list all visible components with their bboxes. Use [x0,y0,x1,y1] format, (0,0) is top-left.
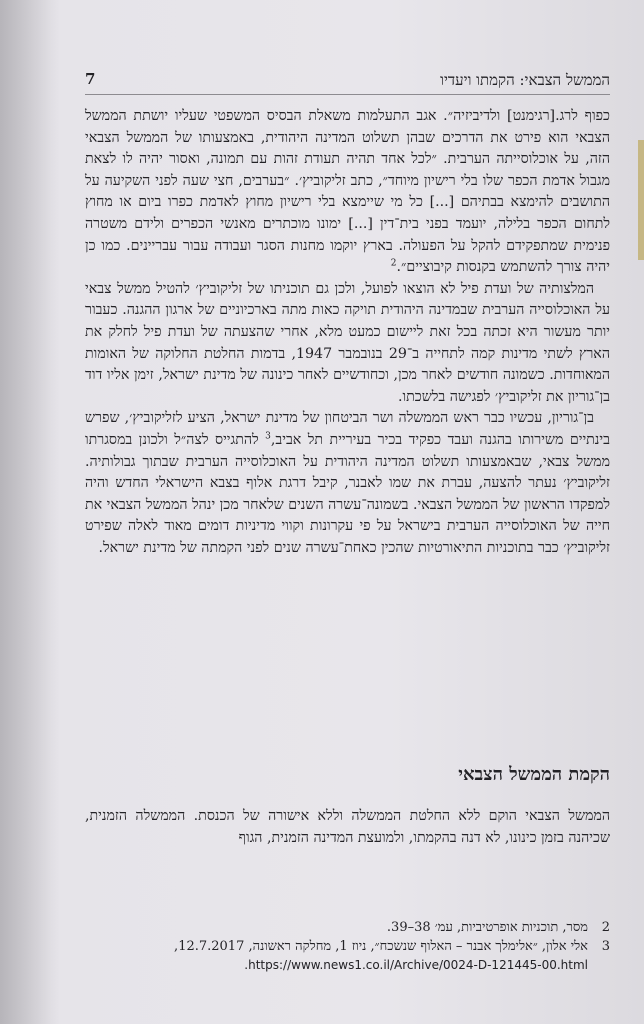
footnote-url-link[interactable]: https://www.news1.co.il/Archive/0024-D-121445-00.html. [244,958,588,972]
section-heading: הקמת הממשל הצבאי [458,764,610,785]
footnote-text-block [85,937,588,975]
page-shadow [0,0,60,1024]
footnote-item [85,937,610,975]
footnote-text: מסר, תוכניות אופרטיביות, עמ׳ 38–39. [386,920,588,935]
main-text [85,106,610,559]
paragraph-3-text-b: להתגייס לצה״ל ולכונן במסגרתו ממשל צבאי, שבאמצעותו תשלוט המדינה היהודית על האוכלוסייה הערבית שבתוך גבולותיה. זליקוביץ׳ נעתר להצעה, עברת את שמו לאבנר, קיבל דרגת אלוף בצבא הישראלי החדש והיה למפקדו הראשון של הממשל הצבאי. בשמונה־עשרה השנים שלאחר מכן ינהל הממשל הצבאי את חייה של האוכלוסייה הערבית בישראל על פי עקרונות וקווי מדיניות דומים מאוד לאלה שפירט זליקוביץ׳ כבר בתוכניות התיאורטיות שהכין כאחת־עשרה שנים לפני הקמתה של מדינת ישראל. [85,431,610,556]
footnotes [85,918,610,975]
footnote-ref-3[interactable]: 3 [265,431,271,442]
book-page [85,64,610,984]
section-paragraph: הממשל הצבאי הוקם ללא החלטת הממשלה וללא אישורה של הכנסת. הממשלה הזמנית, שכיהנה בזמן כינונו, לא דנה בהקמתו, ולמועצת המדינה הזמנית, הגוף [85,808,610,846]
footnote-text: אלי אלון, ״אלימלך אבנר – האלוף שנשכח״, ניוז 1, מחלקה ראשונה, 12.7.2017, [174,939,588,954]
paragraph-1 [85,106,610,279]
running-head: הממשל הצבאי: הקמתו ויעדיו [440,71,610,89]
paragraph-3-text-a: בן־גוריון, עכשיו כבר ראש הממשלה ושר הביטחון של מדינת ישראל, הציע לזליקוביץ׳, שפרש בינתיים משירותו בהגנה ועבד כפקיד בכיר בעיריית תל אביב, [85,410,610,448]
page-header [85,64,610,95]
footnote-item [85,918,610,937]
footnote-ref-2[interactable]: 2 [390,258,397,269]
paragraph-3 [85,408,610,559]
page-number: 7 [85,70,96,88]
paragraph-2: המלצותיה של ועדת פיל לא הוצאו לפועל, ולכן גם תוכניתו של זליקוביץ׳ להטיל ממשל צבאי על האוכלוסייה הערבית שבמדינה היהודית תויקה כאות מתה בארכיוניים של ארגון ההגנה. כעבור יותר מעשור היא זכתה בכל זאת ליישום כמעט מלא, אחרי שהצעתה של ועדת פיל לחלק את הארץ לשתי מדינות קמה לתחייה ב־29 בנובמבר 1947, בדמות החלטת החלוקה של האומות המאוחדות. כשמונה חודשים לאחר מכן, וכחודשיים לאחר כינונה של מדינת ישראל, זימן אליו דוד בן־גוריון את זליקוביץ׳ לפגישה בלשכתו. [85,280,610,405]
footnote-number: 3 [601,939,610,954]
paragraph-1-text: כפוף לרג.[רגימנט] ולדיביזיה״. אגב התעלמות משאלת הבסיס המשפטי שעליו יושתת הממשל הצבאי הוא פירט את הדרכים שבהן תשלוט המדינה היהודית, באמצעותו של הממשל הצבאי הזה, על אוכלוסייתה הערבית. ״לכל אחד תהיה תעודת זהות עם תמונה, ואסור יהיה לו לצאת מגבול אדמת הכפר שלו בלי רישיון מיוחד״, כתב זליקוביץ׳. ״בערבים, חצי שעה לפני השקיעה על התושבים להימצא בבתיהם [...] כל מי שיימצא בלי רישיון מחוץ לאדמת כפרו ביום או מחוץ לתחום הכפר בלילה, יועמד בפני בית־דין [...] ימונו מוכתרים מאנשי הכפרים ולידם משטרה פנימית שמתפקידם להקל על הפעולה. בארץ יוקמו מחנות הסגר ועבודה עבור עבריינים. כמו כן יהיה צורך להשתמש בקנסות קיבוציים״. [85,108,610,276]
footnote-number: 2 [601,920,610,935]
book-edge [638,140,644,260]
